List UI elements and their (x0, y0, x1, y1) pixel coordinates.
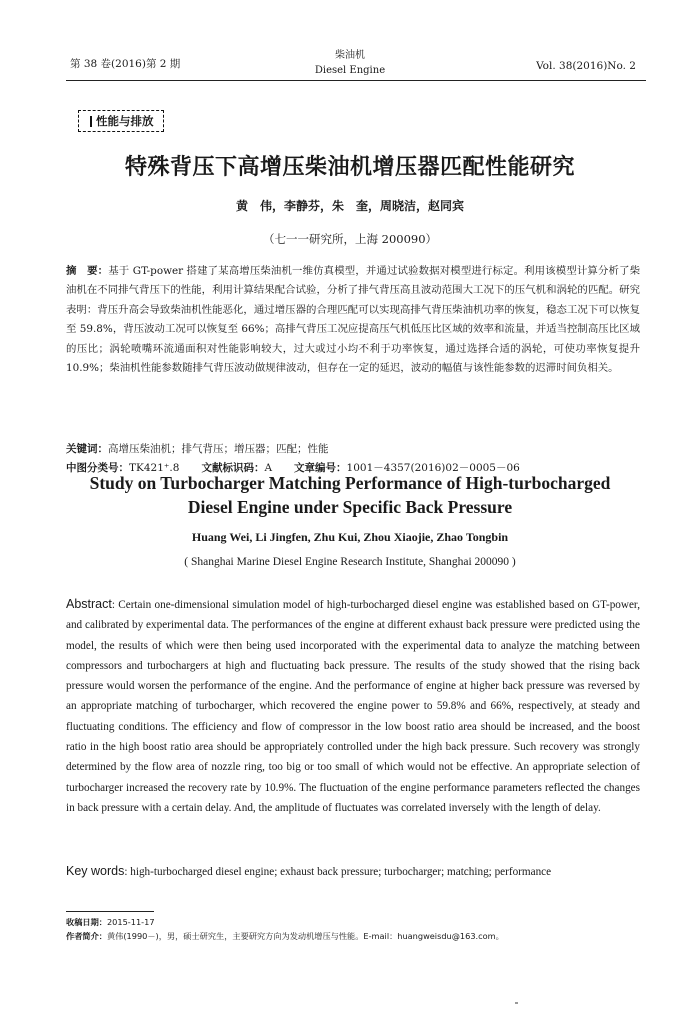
keywords-en: Key words: high-turbocharged diesel engine; exhaust back pressure; turbocharger; matching; performance (66, 864, 552, 878)
header-rule (66, 80, 646, 81)
article-number-value: 1001－4357(2016)02－0005－06 (346, 462, 520, 474)
keywords-en-label: Key words (66, 864, 125, 878)
authors-en: Huang Wei, Li Jingfen, Zhu Kui, Zhou Xiaojie, Zhao Tongbin (191, 530, 509, 544)
footnote (66, 915, 646, 943)
keywords-cn-label: 关键词： (66, 443, 108, 455)
header-volume-issue: 第 38 卷(2016)第 2 期 (70, 58, 181, 70)
clc-value: TK421⁺.8 (129, 462, 180, 474)
keywords-cn (66, 440, 640, 458)
doc-code-label: 文献标识码： (201, 462, 265, 474)
paper-title-en-line2: Diesel Engine under Specific Back Pressure (187, 497, 513, 517)
paper-title-en-line1: Study on Turbocharger Matching Performance of High-turbocharged (89, 473, 611, 493)
paper-title-en (0, 471, 700, 519)
abstract-cn-text: 基于 GT-power 搭建了某高增压柴油机一维仿真模型，并通过试验数据对模型进行标定。利用该模型计算分析了柴油机在不同排气背压下的性能，利用计算结果配合试验，分析了排气背压高且波动范围大工况下的压气机和涡轮的匹配。研究表明：背压升高会导致柴油机性能恶化，通过增压器的合理匹配可以实现高排气背压柴油机功率的恢复，稳态工况下可以恢复至 59.8%，背压波动工况可以恢复至 66%；高排气背压工况应提高压气机低压比区域的效率和流量，并适当控制高压比区域的压比；涡轮喷嘴环流通面积对性能影响较大，过大或过小均不利于功率恢复，通过选择合适的涡轮，可使功率恢复提升 10.9%；柴油机性能参数随排气背压波动做规律波动，但存在一定的延迟，波动的幅值与该性能参数的迟滞时间负相关。 (66, 265, 641, 375)
affiliation-cn: （七一一研究所，上海 200090） (262, 232, 438, 246)
clc-label: 中图分类号： (66, 462, 129, 474)
doc-code-value: A (264, 462, 273, 474)
paper-title-cn: 特殊背压下高增压柴油机增压器匹配性能研究 (124, 155, 575, 180)
abstract-en-text: Certain one-dimensional simulation model of high-turbocharged diesel engine was established based on GT-power, and calibrated by experimental data. The performances of the engine at different exhaust back pressure were predicted using the model, the results of which were then being used incorporated with the experimental data to analyze the matching between compressors and turbochargers at high and fluctuating back pressure. The results of the study showed that the rising back pressure would worsen the performance of the engine. And the performance of engine at higher back pressure was reversed by an appropriate matching of turbocharger, which recovered the engine power to 59.8% and 66%, respectively, at steady and fluctuating conditions. The efficiency and flow of compressor in the low boost ratio area should be increased, and the boost ratio in the high boost ratio area should be appropriately controlled under the high back pressure. Such recovery was strongly determined by the flow area of nozzle ring, too big or too small of which would not be effective. An appropriate selection of turbocharger increased the recovery rate by 10.9%. The fluctuation of the engine performance parameters reflected the changes in back pressure with a certain delay. And, the amplitude of fluctuates was correlated inversely with the length of delay. (66, 599, 641, 814)
keywords-en-text: high-turbocharged diesel engine; exhaust back pressure; turbocharger; matching; performance (130, 866, 552, 878)
header-volume-en: Vol. 38(2016)No. 2 (536, 60, 636, 72)
section-tag (78, 110, 164, 132)
author-bio-value: 黄伟(1990－)，男，硕士研究生，主要研究方向为发动机增压与性能。E-mail：huangweisdu@163.com。 (106, 931, 504, 941)
author-bio (66, 929, 646, 943)
author-bio-label: 作者简介： (66, 931, 107, 941)
received-label: 收稿日期： (66, 917, 107, 927)
received-value: 2015-11-17 (106, 917, 155, 927)
authors-cn: 黄 伟，李静芬，朱 奎，周晓洁，赵同宾 (235, 199, 464, 213)
journal-name-en: Diesel Engine (314, 65, 386, 76)
affiliation-en: ( Shanghai Marine Diesel Engine Research Institute, Shanghai 200090 ) (184, 556, 516, 568)
article-number-label: 文章编号： (294, 462, 347, 474)
keywords-cn-text: 高增压柴油机；排气背压；增压器；匹配；性能 (108, 443, 329, 455)
abstract-en: Abstract: Certain one-dimensional simulation model of high-turbocharged diesel engine was established based on GT-power, and calibrated by experimental data. The performances of the engine at different exhaust back pressure were predicted using the model, the results of which were then being used incorporated with the experimental data to analyze the matching between compressors and turbochargers at high and fluctuating back pressure. The results of the study showed that the rising back pressure would worsen the performance of the engine. And the performance of engine at higher back pressure was reversed by an appropriate matching of turbocharger, which recovered the engine power to 59.8% and 66%, respectively, at steady and fluctuating conditions. The efficiency and flow of compressor in the low boost ratio area should be increased, and the boost ratio in the high boost ratio area should be appropriately controlled under the high back pressure. Such recovery was strongly determined by the flow area of nozzle ring, too big or too small of which would not be effective. An appropriate selection of turbocharger increased the recovery rate by 10.9%. The fluctuation of the engine performance parameters reflected the changes in back pressure with a certain delay. And, the amplitude of fluctuates was correlated inversely with the length of delay. (66, 597, 641, 814)
scan-speck (515, 1002, 518, 1004)
section-tag-bar (90, 116, 92, 127)
abstract-cn (66, 262, 640, 378)
received-date (66, 915, 646, 929)
section-tag-label: 性能与排放 (96, 114, 154, 128)
abstract-en-label: Abstract (66, 597, 112, 611)
abstract-cn-label: 摘 要： (66, 265, 109, 277)
journal-name-cn: 柴油机 (335, 50, 365, 61)
footnote-rule (66, 911, 154, 912)
